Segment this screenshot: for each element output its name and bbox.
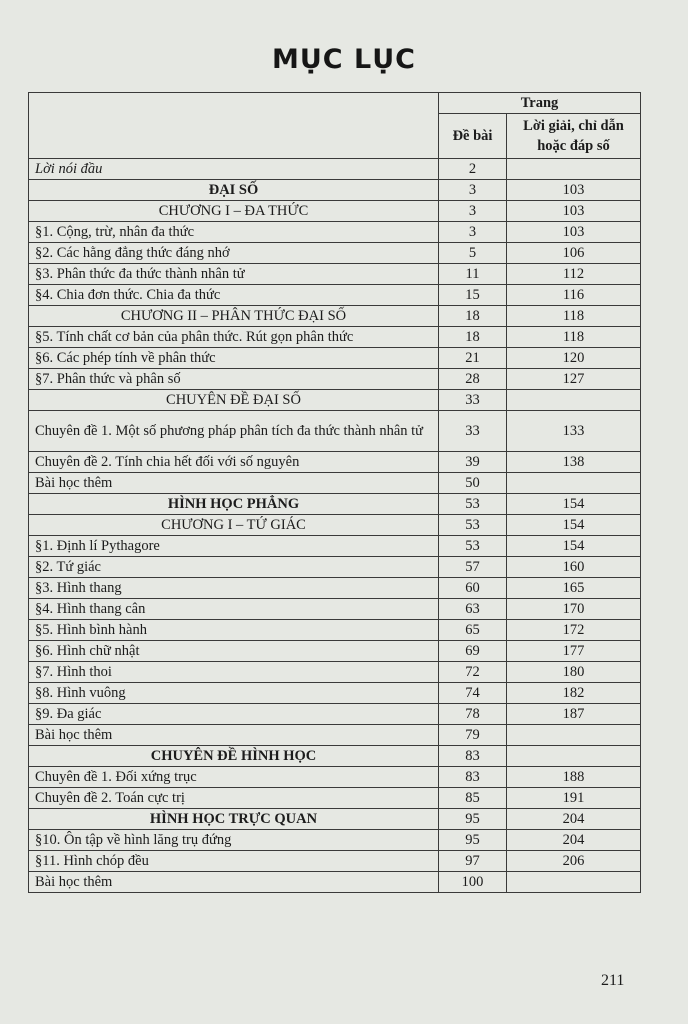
toc-entry-title: §2. Tứ giác [29, 557, 439, 578]
toc-entry-title: §1. Định lí Pythagore [29, 536, 439, 557]
toc-row [29, 830, 641, 851]
toc-entry-de-bai-page: 53 [439, 494, 507, 515]
toc-entry-title: §9. Đa giác [29, 704, 439, 725]
toc-entry-de-bai-page: 2 [439, 159, 507, 180]
toc-entry-title: §2. Các hằng đẳng thức đáng nhớ [29, 243, 439, 264]
toc-row [29, 683, 641, 704]
toc-entry-loi-giai-page: 187 [507, 704, 641, 725]
toc-entry-loi-giai-page: 120 [507, 348, 641, 369]
toc-entry-de-bai-page: 53 [439, 536, 507, 557]
toc-entry-title: CHƯƠNG II – PHÂN THỨC ĐẠI SỐ [29, 306, 439, 327]
toc-entry-title: Bài học thêm [29, 473, 439, 494]
toc-entry-de-bai-page: 57 [439, 557, 507, 578]
toc-entry-title: §5. Tính chất cơ bản của phân thức. Rút gọn phân thức [29, 327, 439, 348]
toc-entry-de-bai-page: 33 [439, 390, 507, 411]
toc-entry-loi-giai-page: 138 [507, 452, 641, 473]
header-de-bai: Đề bài [439, 114, 507, 159]
toc-entry-loi-giai-page: 191 [507, 788, 641, 809]
toc-entry-de-bai-page: 79 [439, 725, 507, 746]
toc-entry-loi-giai-page [507, 746, 641, 767]
toc-entry-de-bai-page: 95 [439, 830, 507, 851]
toc-entry-title: §3. Hình thang [29, 578, 439, 599]
toc-row [29, 788, 641, 809]
toc-row [29, 557, 641, 578]
toc-entry-loi-giai-page [507, 390, 641, 411]
header-loi-giai [507, 114, 641, 159]
toc-entry-loi-giai-page: 116 [507, 285, 641, 306]
toc-entry-de-bai-page: 11 [439, 264, 507, 285]
toc-row [29, 641, 641, 662]
toc-row [29, 327, 641, 348]
toc-entry-loi-giai-page: 160 [507, 557, 641, 578]
toc-row [29, 348, 641, 369]
toc-entry-title: CHUYÊN ĐỀ HÌNH HỌC [29, 746, 439, 767]
toc-entry-de-bai-page: 95 [439, 809, 507, 830]
toc-entry-de-bai-page: 5 [439, 243, 507, 264]
toc-row [29, 285, 641, 306]
toc-entry-title: §11. Hình chóp đều [29, 851, 439, 872]
toc-entry-de-bai-page: 18 [439, 306, 507, 327]
toc-row [29, 452, 641, 473]
toc-entry-de-bai-page: 18 [439, 327, 507, 348]
toc-entry-de-bai-page: 53 [439, 515, 507, 536]
toc-entry-title: Bài học thêm [29, 725, 439, 746]
toc-entry-loi-giai-page: 118 [507, 306, 641, 327]
toc-entry-de-bai-page: 100 [439, 872, 507, 893]
toc-entry-loi-giai-page [507, 725, 641, 746]
toc-entry-de-bai-page: 28 [439, 369, 507, 390]
toc-entry-loi-giai-page: 133 [507, 411, 641, 452]
toc-entry-title: Chuyên đề 2. Tính chia hết đối với số nguyên [29, 452, 439, 473]
toc-entry-loi-giai-page: 177 [507, 641, 641, 662]
toc-entry-de-bai-page: 3 [439, 201, 507, 222]
toc-entry-title: §10. Ôn tập về hình lăng trụ đứng [29, 830, 439, 851]
toc-entry-loi-giai-page: 112 [507, 264, 641, 285]
toc-entry-loi-giai-page: 154 [507, 515, 641, 536]
header-loi-giai-line2: hoặc đáp số [537, 138, 610, 154]
header-trang: Trang [439, 93, 641, 114]
toc-entry-title: §5. Hình bình hành [29, 620, 439, 641]
toc-entry-loi-giai-page: 154 [507, 536, 641, 557]
toc-entry-de-bai-page: 97 [439, 851, 507, 872]
toc-entry-title: HÌNH HỌC PHẲNG [29, 494, 439, 515]
toc-entry-de-bai-page: 85 [439, 788, 507, 809]
toc-entry-title: §6. Hình chữ nhật [29, 641, 439, 662]
toc-entry-de-bai-page: 69 [439, 641, 507, 662]
toc-entry-title: HÌNH HỌC TRỰC QUAN [29, 809, 439, 830]
toc-row [29, 851, 641, 872]
toc-entry-title: CHƯƠNG I – ĐA THỨC [29, 201, 439, 222]
toc-entry-title: §3. Phân thức đa thức thành nhân tử [29, 264, 439, 285]
toc-row [29, 767, 641, 788]
toc-row [29, 599, 641, 620]
toc-entry-loi-giai-page: 170 [507, 599, 641, 620]
toc-entry-title: §4. Hình thang cân [29, 599, 439, 620]
toc-row [29, 201, 641, 222]
toc-entry-title: CHUYÊN ĐỀ ĐẠI SỐ [29, 390, 439, 411]
toc-row [29, 515, 641, 536]
toc-entry-de-bai-page: 78 [439, 704, 507, 725]
toc-entry-de-bai-page: 33 [439, 411, 507, 452]
toc-entry-de-bai-page: 50 [439, 473, 507, 494]
header-blank [29, 93, 439, 159]
toc-entry-title: §4. Chia đơn thức. Chia đa thức [29, 285, 439, 306]
toc-entry-title: §7. Hình thoi [29, 662, 439, 683]
toc-entry-loi-giai-page: 103 [507, 201, 641, 222]
toc-body [29, 93, 641, 893]
toc-entry-title: Chuyên đề 1. Đối xứng trục [29, 767, 439, 788]
toc-entry-de-bai-page: 3 [439, 222, 507, 243]
toc-row [29, 159, 641, 180]
toc-entry-title: §1. Cộng, trừ, nhân đa thức [29, 222, 439, 243]
toc-entry-loi-giai-page: 165 [507, 578, 641, 599]
page-title: MỤC LỤC [272, 44, 416, 75]
toc-entry-de-bai-page: 3 [439, 180, 507, 201]
toc-row [29, 243, 641, 264]
toc-entry-loi-giai-page: 127 [507, 369, 641, 390]
toc-row [29, 578, 641, 599]
toc-entry-title: Chuyên đề 2. Toán cực trị [29, 788, 439, 809]
toc-entry-de-bai-page: 60 [439, 578, 507, 599]
page-number: 211 [601, 972, 625, 989]
toc-entry-title: §6. Các phép tính về phân thức [29, 348, 439, 369]
toc-row [29, 369, 641, 390]
toc-row [29, 809, 641, 830]
toc-entry-title: Bài học thêm [29, 872, 439, 893]
toc-entry-title: CHƯƠNG I – TỨ GIÁC [29, 515, 439, 536]
toc-entry-loi-giai-page: 204 [507, 830, 641, 851]
toc-row [29, 494, 641, 515]
toc-row [29, 390, 641, 411]
toc-table [28, 92, 641, 893]
header-loi-giai-line1: Lời giải, chỉ dẫn [523, 118, 624, 134]
toc-row [29, 473, 641, 494]
toc-entry-loi-giai-page: 182 [507, 683, 641, 704]
toc-entry-de-bai-page: 72 [439, 662, 507, 683]
toc-row [29, 264, 641, 285]
toc-row [29, 620, 641, 641]
toc-entry-de-bai-page: 21 [439, 348, 507, 369]
toc-row [29, 306, 641, 327]
toc-entry-de-bai-page: 83 [439, 746, 507, 767]
toc-row [29, 746, 641, 767]
toc-row [29, 411, 641, 452]
toc-entry-de-bai-page: 65 [439, 620, 507, 641]
toc-entry-loi-giai-page: 103 [507, 180, 641, 201]
toc-entry-loi-giai-page: 204 [507, 809, 641, 830]
toc-entry-loi-giai-page: 180 [507, 662, 641, 683]
toc-entry-title: ĐẠI SỐ [29, 180, 439, 201]
toc-entry-de-bai-page: 39 [439, 452, 507, 473]
toc-row [29, 872, 641, 893]
toc-entry-loi-giai-page [507, 473, 641, 494]
header-row [29, 93, 641, 114]
toc-row [29, 536, 641, 557]
toc-entry-loi-giai-page: 118 [507, 327, 641, 348]
toc-entry-loi-giai-page: 188 [507, 767, 641, 788]
toc-row [29, 222, 641, 243]
toc-entry-title: §8. Hình vuông [29, 683, 439, 704]
toc-entry-loi-giai-page: 154 [507, 494, 641, 515]
toc-entry-de-bai-page: 15 [439, 285, 507, 306]
toc-entry-title: §7. Phân thức và phân số [29, 369, 439, 390]
toc-entry-loi-giai-page [507, 872, 641, 893]
toc-entry-loi-giai-page: 103 [507, 222, 641, 243]
toc-row [29, 662, 641, 683]
toc-entry-de-bai-page: 74 [439, 683, 507, 704]
toc-row [29, 180, 641, 201]
toc-row [29, 704, 641, 725]
toc-entry-de-bai-page: 83 [439, 767, 507, 788]
toc-entry-loi-giai-page: 106 [507, 243, 641, 264]
toc-entry-loi-giai-page: 172 [507, 620, 641, 641]
toc-entry-title: Lời nói đầu [29, 159, 439, 180]
toc-row [29, 725, 641, 746]
toc-entry-loi-giai-page: 206 [507, 851, 641, 872]
toc-entry-de-bai-page: 63 [439, 599, 507, 620]
toc-entry-title: Chuyên đề 1. Một số phương pháp phân tích đa thức thành nhân tử [29, 411, 439, 452]
toc-entry-loi-giai-page [507, 159, 641, 180]
